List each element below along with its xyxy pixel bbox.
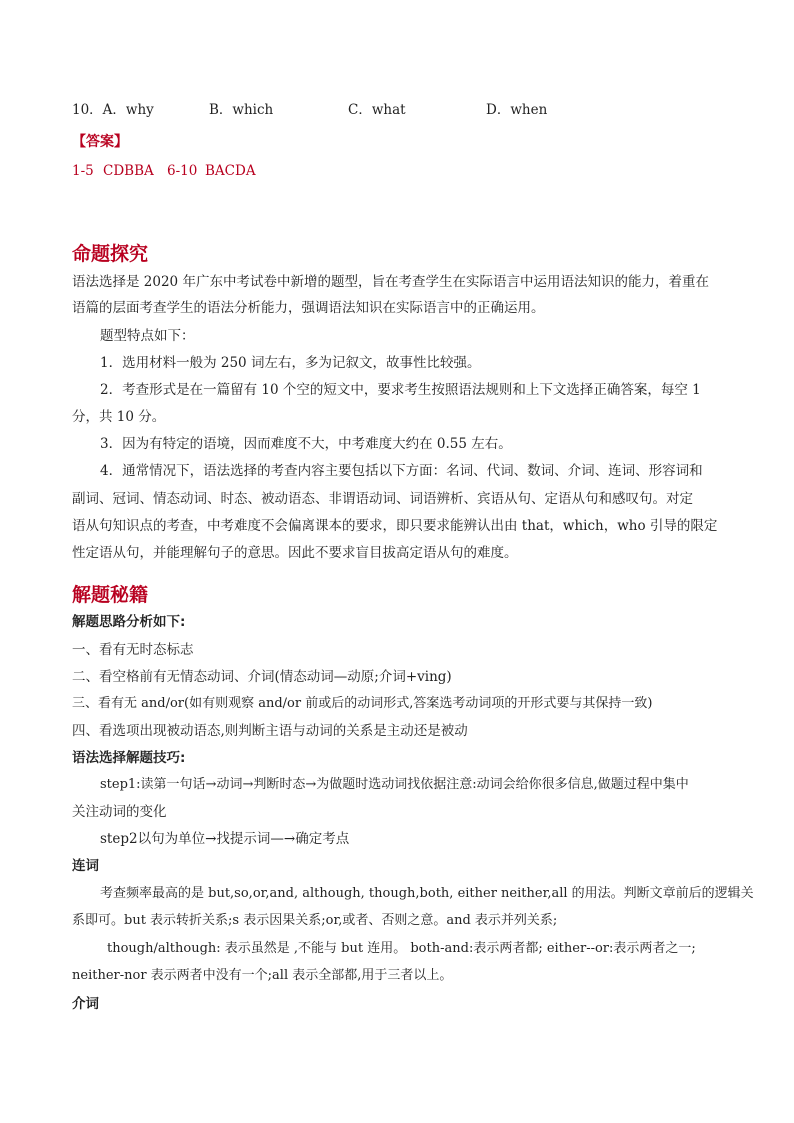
feature-4-line3: 语从句知识点的考查，中考难度不会偏离课本的要求，即只要求能辨认出由 that，which，who 引导的限定	[72, 518, 718, 534]
feature-4-line1: 4．通常情况下，语法选择的考查内容主要包括以下方面：名词、代词、数词、介词、连词、形容词和	[100, 463, 703, 479]
step1-line1: step1:读第一句话→动词→判断时态→为做题时选动词找依据注意:动词会给你很多信息,做题过程中集中	[100, 777, 689, 792]
q10-option-d: D．when	[486, 102, 548, 118]
para1-line2: 语篇的层面考查学生的语法分析能力，强调语法知识在实际语言中的正确运用。	[72, 300, 545, 316]
answer-key-2: BACDA	[205, 163, 256, 179]
conjunction-para2-line1: though/although: 表示虽然是 ,不能与 but 连用。 both-and:表示两者都; either--or:表示两者之一;	[107, 941, 696, 956]
subheading-analysis: 解题思路分析如下:	[72, 614, 186, 630]
answer-key-1: CDBBA	[103, 163, 154, 179]
features-intro: 题型特点如下：	[100, 328, 195, 344]
conjunction-para1-line2: 系即可。but 表示转折关系;s 表示因果关系;or,或者、否则之意。and 表示并列关系;	[72, 913, 558, 928]
tip-1: 一、看有无时态标志	[72, 642, 194, 658]
section-title-mingti: 命题探究	[72, 243, 149, 265]
answer-range-2: 6-10	[167, 163, 198, 179]
tip-4: 四、看选项出现被动语态,则判断主语与动词的关系是主动还是被动	[72, 723, 468, 739]
step2: step2以句为单位→找提示词—→确定考点	[100, 831, 350, 847]
preposition-title: 介词	[72, 996, 99, 1012]
subheading-techniques: 语法选择解题技巧:	[72, 750, 186, 766]
section-title-jieti: 解题秘籍	[72, 584, 149, 606]
feature-2-line2: 分，共 10 分。	[72, 409, 166, 425]
para1-line1: 语法选择是 2020 年广东中考试卷中新增的题型，旨在考查学生在实际语言中运用语法知识的能力，着重在	[72, 274, 709, 290]
feature-4-line2: 副词、冠词、情态动词、时态、被动语态、非谓语动词、词语辨析、宾语从句、定语从句和感叹句。对定	[72, 491, 693, 507]
conjunction-para1-line1: 考查频率最高的是 but,so,or,and, although, though,both, either neither,all 的用法。判断文章前后的逻辑关	[100, 886, 754, 901]
q10-option-a: 10．A．why	[72, 102, 154, 118]
answer-heading: 【答案】	[72, 134, 128, 150]
q10-option-c: C．what	[348, 102, 406, 118]
tip-2: 二、看空格前有无情态动词、介词(情态动词—动原;介词+ving)	[72, 669, 452, 685]
q10-option-b: B．which	[209, 102, 274, 118]
step1-line2: 关注动词的变化	[72, 804, 167, 820]
feature-2-line1: 2．考查形式是在一篇留有 10 个空的短文中，要求考生按照语法规则和上下文选择正确答案，每空 1	[100, 382, 701, 398]
feature-4-line4: 性定语从句，并能理解句子的意思。因此不要求盲目拔高定语从句的难度。	[72, 545, 518, 561]
conjunction-title: 连词	[72, 858, 99, 874]
answer-range-1: 1-5	[72, 163, 94, 179]
conjunction-para2-line2: neither-nor 表示两者中没有一个;all 表示全部都,用于三者以上。	[72, 968, 453, 983]
feature-1: 1．选用材料一般为 250 词左右，多为记叙文，故事性比较强。	[100, 355, 481, 371]
tip-3: 三、看有无 and/or(如有则观察 and/or 前或后的动词形式,答案选考动词项的开形式要与其保持一致)	[72, 696, 653, 711]
feature-3: 3．因为有特定的语境，因而难度不大，中考难度大约在 0.55 左右。	[100, 436, 512, 452]
